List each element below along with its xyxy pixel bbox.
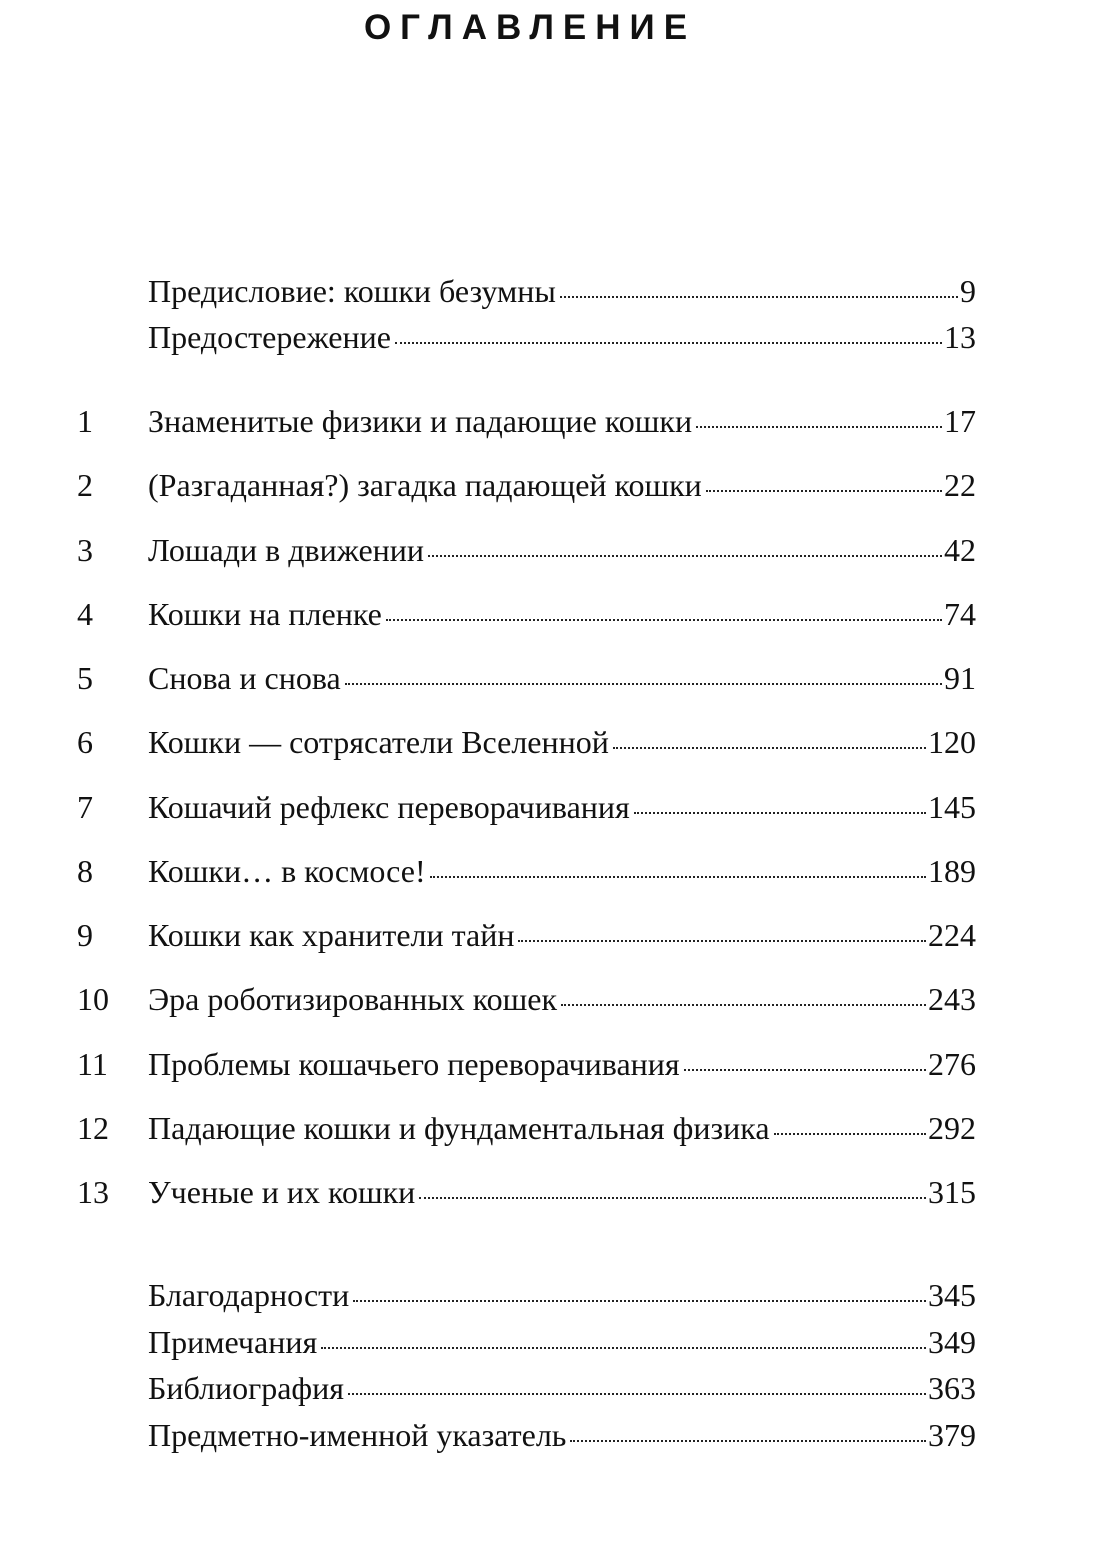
chapter-number: 6 — [77, 724, 93, 761]
dot-leader — [386, 619, 942, 621]
toc-entry[interactable] — [0, 917, 1111, 981]
dot-leader — [321, 1347, 926, 1349]
toc-entry-line — [148, 1174, 976, 1211]
toc-entry[interactable] — [0, 319, 1111, 365]
page-number: 224 — [928, 917, 976, 953]
chapter-number: 11 — [77, 1045, 108, 1082]
toc-entry[interactable] — [0, 853, 1111, 917]
toc-entry-line — [148, 660, 976, 697]
dot-leader — [560, 296, 958, 298]
toc-entry-line — [148, 1277, 976, 1314]
toc-entry-line — [148, 981, 976, 1018]
toc-entry[interactable] — [0, 273, 1111, 319]
dot-leader — [348, 1393, 926, 1395]
dot-leader — [419, 1197, 926, 1199]
page-number: 363 — [928, 1370, 976, 1407]
page-number: 379 — [928, 1417, 976, 1453]
chapter-number: 3 — [77, 531, 93, 568]
entry-title: Кошки на пленке — [148, 595, 382, 632]
entry-title: Эра роботизированных кошек — [148, 981, 558, 1018]
chapter-number: 8 — [77, 852, 93, 889]
entry-title: Предметно-именной указатель — [148, 1417, 567, 1453]
page-number: 145 — [928, 788, 976, 825]
chapter-number: 1 — [77, 403, 93, 439]
toc-entry[interactable] — [0, 1277, 1111, 1324]
entry-title: Примечания — [148, 1323, 318, 1360]
toc-entry-line — [148, 273, 976, 310]
entry-title: Предостережение — [148, 319, 391, 355]
toc-entry-line — [148, 1110, 976, 1147]
page-number: 189 — [928, 852, 976, 889]
toc-entry-line — [148, 403, 976, 440]
entry-title: Благодарности — [148, 1277, 350, 1313]
dot-leader — [706, 490, 942, 492]
toc-entry[interactable] — [0, 1174, 1111, 1238]
entry-title: Кошки как хранители тайн — [148, 917, 515, 953]
toc-entry-line — [148, 532, 976, 569]
toc-entry-line — [148, 853, 976, 890]
chapter-number: 4 — [77, 595, 93, 632]
entry-title: Кошачий рефлекс переворачивания — [148, 788, 630, 825]
dot-leader — [430, 876, 926, 878]
dot-leader — [428, 555, 942, 557]
entry-title: (Разгаданная?) загадка падающей кошки — [148, 467, 702, 504]
toc-entry[interactable] — [0, 532, 1111, 596]
entry-title: Снова и снова — [148, 660, 341, 696]
toc-entry-line — [148, 789, 976, 826]
page-number: 345 — [928, 1277, 976, 1313]
dot-leader — [395, 342, 942, 344]
toc-entry[interactable] — [0, 1324, 1111, 1371]
chapter-number: 7 — [77, 788, 93, 825]
dot-leader — [696, 426, 942, 428]
chapter-number: 12 — [77, 1109, 109, 1146]
dot-leader — [353, 1300, 926, 1302]
dot-leader — [613, 747, 926, 749]
entry-title: Предисловие: кошки безумны — [148, 273, 556, 309]
toc-entry[interactable] — [0, 724, 1111, 788]
page-number: 276 — [928, 1045, 976, 1082]
toc-entry-line — [148, 467, 976, 504]
chapter-number: 9 — [77, 917, 93, 953]
dot-leader — [684, 1069, 926, 1071]
page-number: 17 — [944, 403, 976, 439]
toc-entry[interactable] — [0, 467, 1111, 531]
chapter-number: 5 — [77, 660, 93, 696]
toc-entry[interactable] — [0, 981, 1111, 1045]
entry-title: Проблемы кошачьего переворачивания — [148, 1045, 680, 1082]
toc-entry-line — [148, 1046, 976, 1083]
chapter-number: 2 — [77, 467, 93, 504]
toc-entry[interactable] — [0, 660, 1111, 724]
page-number: 91 — [944, 660, 976, 696]
dot-leader — [345, 683, 942, 685]
toc-entry-line — [148, 596, 976, 633]
page-number: 243 — [928, 981, 976, 1018]
entry-title: Библиография — [148, 1370, 344, 1407]
page-number: 13 — [944, 319, 976, 355]
page-number: 120 — [928, 724, 976, 761]
toc-entry[interactable] — [0, 1370, 1111, 1417]
entry-title: Кошки… в космосе! — [148, 852, 426, 889]
toc-entry[interactable] — [0, 1046, 1111, 1110]
toc-entry-line — [148, 319, 976, 356]
toc-entry-line — [148, 917, 976, 954]
page-number: 315 — [928, 1174, 976, 1210]
toc-entry[interactable] — [0, 403, 1111, 467]
page-number: 9 — [960, 273, 976, 309]
entry-title: Знаменитые физики и падающие кошки — [148, 403, 693, 439]
toc-entry-line — [148, 724, 976, 761]
entry-title: Кошки — сотрясатели Вселенной — [148, 724, 609, 761]
entry-title: Ученые и их кошки — [148, 1174, 416, 1210]
page-number: 74 — [944, 595, 976, 632]
toc-entry[interactable] — [0, 1110, 1111, 1174]
page-title: ОГЛАВЛЕНИЕ — [363, 8, 697, 47]
toc-entry[interactable] — [0, 596, 1111, 660]
toc-entry[interactable] — [0, 789, 1111, 853]
toc-entry[interactable] — [0, 1417, 1111, 1464]
dot-leader — [561, 1004, 926, 1006]
page-number: 22 — [944, 467, 976, 504]
entry-title: Лошади в движении — [148, 531, 425, 568]
dot-leader — [570, 1440, 926, 1442]
toc-entry-line — [148, 1370, 976, 1407]
toc-entry-line — [148, 1324, 976, 1361]
dot-leader — [634, 812, 926, 814]
toc-entry-line — [148, 1417, 976, 1454]
page-number: 292 — [928, 1109, 976, 1146]
chapter-number: 13 — [77, 1174, 109, 1210]
entry-title: Падающие кошки и фундаментальная физика — [148, 1109, 770, 1146]
chapter-number: 10 — [77, 981, 109, 1018]
page-number: 349 — [928, 1323, 976, 1360]
dot-leader — [518, 940, 926, 942]
page-number: 42 — [944, 531, 976, 568]
dot-leader — [774, 1133, 926, 1135]
